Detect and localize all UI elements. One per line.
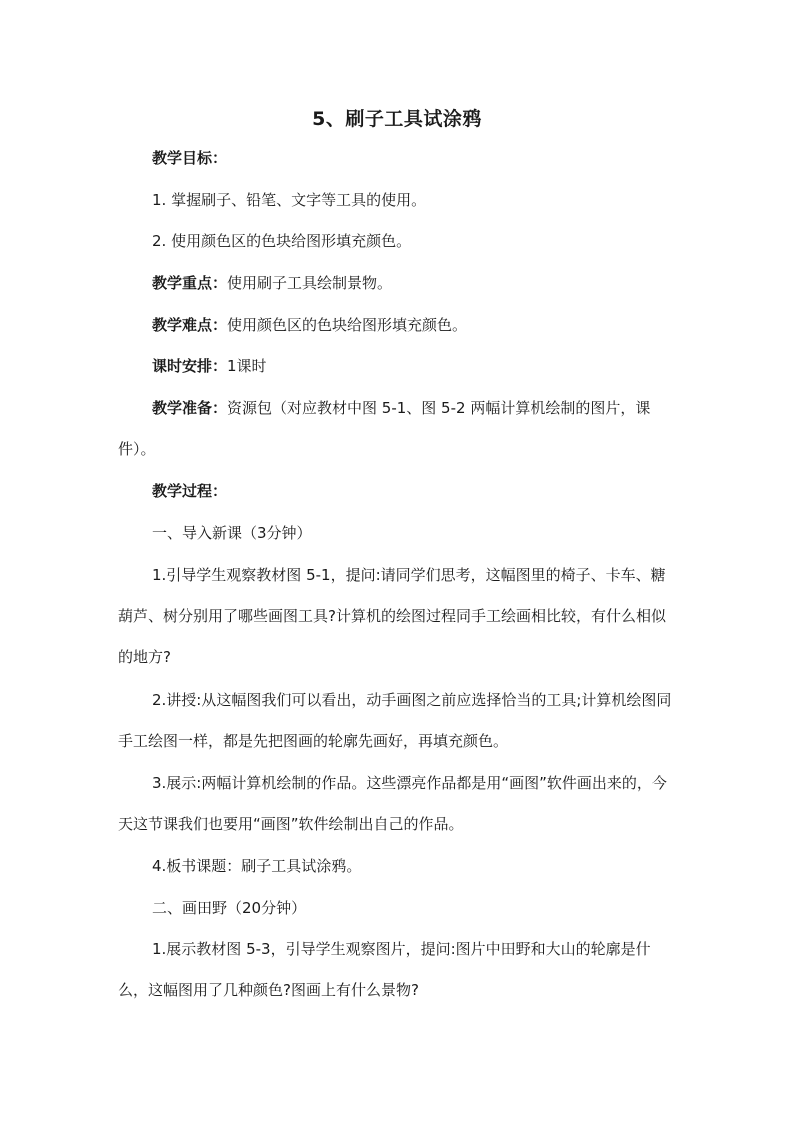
- difficulty-line: [118, 305, 678, 346]
- section-2-paragraph-1: 1.展示教材图 5-3，引导学生观察图片，提问:图片中田野和大山的轮廓是什么，这幅图用了几种颜色?图画上有什么景物?: [118, 940, 651, 999]
- schedule-line: [118, 346, 678, 387]
- section-1-paragraph-1: 1.引导学生观察教材图 5-1，提问:请同学们思考，这幅图里的椅子、卡车、糖葫芦、树分别用了哪些画图工具?计算机的绘图过程同手工绘画相比较，有什么相似的地方?: [118, 566, 666, 666]
- focus-line: [118, 263, 678, 304]
- difficulty-label: 教学难点：: [152, 316, 228, 334]
- process-heading: 教学过程：: [152, 482, 228, 500]
- section-1-paragraph-3: 3.展示:两幅计算机绘制的作品。这些漂亮作品都是用“画图”软件画出来的，今天这节课我们也要用“画图”软件绘制出自己的作品。: [118, 774, 667, 833]
- section-1-paragraph-4: 4.板书课题：刷子工具试涂鸦。: [152, 857, 362, 875]
- goals-heading: 教学目标：: [152, 149, 228, 167]
- document-title: 5、刷子工具试涂鸦: [312, 108, 482, 130]
- prep-label: 教学准备：: [152, 399, 228, 417]
- section-1-paragraph-2: 2.讲授:从这幅图我们可以看出，动手画图之前应选择恰当的工具;计算机绘图同手工绘图一样，都是先把图画的轮廓先画好，再填充颜色。: [118, 691, 672, 750]
- focus-label: 教学重点：: [152, 274, 228, 292]
- schedule-label: 课时安排：: [152, 357, 228, 375]
- difficulty-text: 使用颜色区的色块给图形填充颜色。: [227, 316, 468, 334]
- prep-line: [118, 388, 678, 470]
- goal-item-2: 2. 使用颜色区的色块给图形填充颜色。: [152, 232, 412, 250]
- focus-text: 使用刷子工具绘制景物。: [227, 274, 393, 292]
- goal-item-1: 1. 掌握刷子、铅笔、文字等工具的使用。: [152, 191, 427, 209]
- section-1-heading: 一、导入新课（3分钟）: [152, 524, 312, 542]
- schedule-text: 1课时: [227, 357, 267, 375]
- prep-text: 资源包（对应教材中图 5-1、图 5-2 两幅计算机绘制的图片，课件）。: [118, 399, 651, 458]
- section-2-heading: 二、画田野（20分钟）: [152, 899, 307, 917]
